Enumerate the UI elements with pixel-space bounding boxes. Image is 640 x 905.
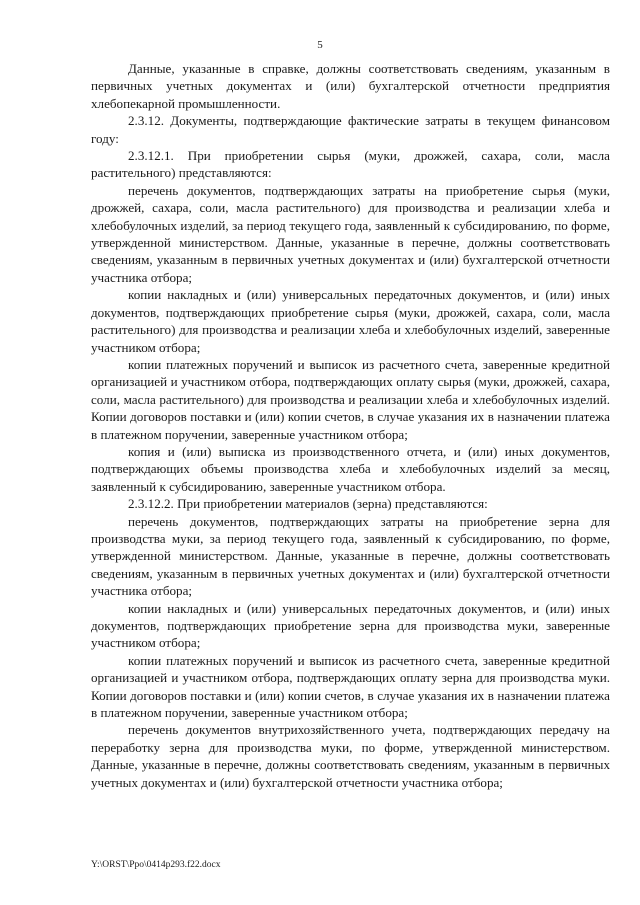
- footer-file-path: Y:\ORST\Ppo\0414p293.f22.docx: [91, 860, 221, 870]
- list-item: перечень документов внутрихозяйственного учета, подтверждающих передачу на переработку зерна для производства муки, по форме, утвержденной министерством. Данные, указанные в перечне, должны соответствовать сведениям, указанным в первичных учетных документах и (или) бухгалтерской отчетности участника отбора;: [91, 722, 610, 790]
- list-item: перечень документов, подтверждающих затраты на приобретение сырья (муки, дрожжей, сахара, соли, масла растительного) для производства и реализации хлеба и хлебобулочных изделий, за период текущего года, заявленный к субсидированию, по форме, утвержденной министерством. Данные, указанные в перечне, должны соответствовать сведениям, указанным в первичных учетных документах и (или) бухгалтерской отчетности участника отбора;: [91, 182, 610, 285]
- list-item: копии накладных и (или) универсальных передаточных документов, и (или) иных документов, подтверждающих приобретение зерна для производства муки, заверенные участником отбора;: [91, 600, 610, 651]
- list-item: копия и (или) выписка из производственного отчета, и (или) иных документов, подтверждающих объемы производства хлеба и хлебобулочных изделий за месяц, заявленный к субсидированию, заверенные участником отбора.: [91, 443, 610, 494]
- paragraph: Данные, указанные в справке, должны соответствовать сведениям, указанным в первичных учетных документах и (или) бухгалтерской отчетности предприятия хлебопекарной промышленности.: [91, 61, 610, 111]
- page-number: 5: [317, 39, 323, 51]
- subsection-heading-2-3-12-2: 2.3.12.2. При приобретении материалов (зерна) представляются:: [128, 496, 488, 512]
- section-heading-2-3-12: 2.3.12. Документы, подтверждающие фактические затраты в текущем финансовом году:: [91, 113, 610, 146]
- list-item: перечень документов, подтверждающих затраты на приобретение зерна для производства муки, за период текущего года, заявленный к субсидированию, по форме, утвержденной министерством. Данные, указанные в перечне, должны соответствовать сведениям, указанным в первичных учетных документах и (или) бухгалтерской отчетности участника отбора;: [91, 513, 610, 599]
- list-item: копии платежных поручений и выписок из расчетного счета, заверенные кредитной организацией и участником отбора, подтверждающих оплату сырья (муки, дрожжей, сахара, соли, масла растительного) для производства и реализации хлеба и хлебобулочных изделий. Копии договоров поставки и (или) копии счетов, в случае указания их в назначении платежа в платежном поручении, заверенные участником отбора;: [91, 356, 610, 442]
- document-body: [91, 60, 610, 791]
- subsection-heading-2-3-12-1: 2.3.12.1. При приобретении сырья (муки, дрожжей, сахара, соли, масла растительного) представляются:: [91, 148, 610, 181]
- list-item: копии платежных поручений и выписок из расчетного счета, заверенные кредитной организацией и участником отбора, подтверждающих оплату зерна для производства муки. Копии договоров поставки и (или) копии счетов, в случае указания их в назначении платежа в платежном поручении, заверенные участником отбора;: [91, 652, 610, 721]
- list-item: копии накладных и (или) универсальных передаточных документов, и (или) иных документов, подтверждающих приобретение сырья (муки, дрожжей, сахара, соли, масла растительного) для производства и реализации хлеба и хлебобулочных изделий, заверенные участником отбора;: [91, 287, 610, 355]
